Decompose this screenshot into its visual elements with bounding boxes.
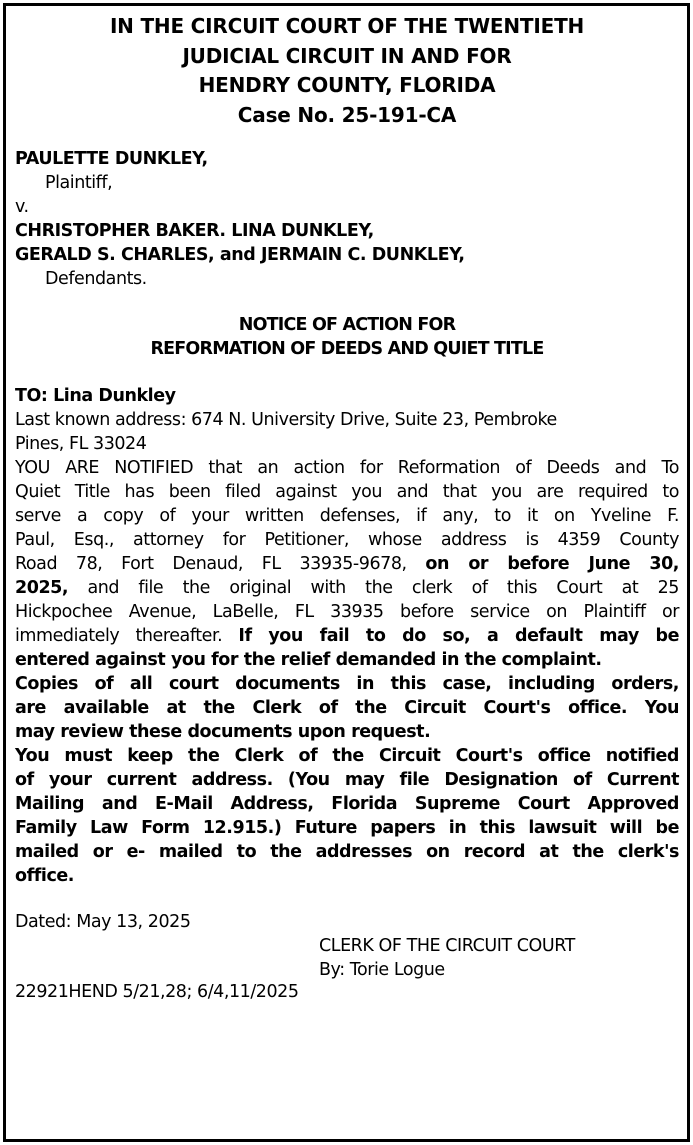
notified-line bbox=[15, 576, 679, 600]
notice-title-line1: NOTICE OF ACTION FOR bbox=[238, 315, 456, 335]
copies-line: may review these documents upon request. bbox=[15, 722, 431, 742]
address-line1: Last known address: 674 N. University Drive, Suite 23, Pembroke bbox=[15, 410, 557, 430]
court-heading-line2: JUDICIAL CIRCUIT IN AND FOR bbox=[182, 43, 512, 68]
recipient-address bbox=[15, 408, 679, 456]
address-notice-line: Mailing and E-Mail Address, Florida Supreme Court Approved bbox=[15, 794, 679, 814]
notified-line: Paul, Esq., attorney for Petitioner, whose address is 4359 County bbox=[15, 530, 679, 550]
notified-line bbox=[15, 552, 679, 576]
file-text: and file the original with the clerk of this Court at 25 bbox=[68, 578, 679, 598]
notified-line: Quiet Title has been filed against you and that you are required to bbox=[15, 482, 679, 502]
publication-reference: 22921HEND 5/21,28; 6/4,11/2025 bbox=[15, 982, 299, 1002]
address-notice-line: office. bbox=[15, 866, 74, 886]
default-warning: If you fail to do so, a default may be bbox=[238, 626, 679, 646]
notice-title-line2: REFORMATION OF DEEDS AND QUIET TITLE bbox=[150, 339, 544, 359]
notified-line: serve a copy of your written defenses, if any, to it on Yveline F. bbox=[15, 506, 679, 526]
court-heading-line3: HENDRY COUNTY, FLORIDA bbox=[198, 73, 496, 97]
case-number: Case No. 25-191-CA bbox=[237, 102, 457, 127]
address-line2: Pines, FL 33024 bbox=[15, 434, 147, 454]
copies-line: are available at the Clerk of the Circuit Court's office. You bbox=[15, 698, 679, 718]
dated-line: Dated: May 13, 2025 bbox=[15, 912, 191, 932]
notice-title bbox=[15, 313, 679, 361]
notified-line: Hickpochee Avenue, LaBelle, FL 33935 before service on Plaintiff or bbox=[15, 602, 679, 622]
defendants-line1: CHRISTOPHER BAKER. LINA DUNKLEY, bbox=[15, 221, 374, 241]
clerk-signature: By: Torie Logue bbox=[319, 960, 445, 980]
address-notice-line: of your current address. (You may file Designation of Current bbox=[15, 770, 679, 790]
clerk-title: CLERK OF THE CIRCUIT COURT bbox=[319, 936, 575, 956]
address-notice-line: Family Law Form 12.915.) Future papers in this lawsuit will be bbox=[15, 818, 679, 838]
deadline-text: on or before June 30, bbox=[425, 554, 679, 574]
immediately-text: immediately thereafter. bbox=[15, 626, 239, 646]
plaintiff-role: Plaintiff, bbox=[45, 173, 113, 193]
road-text: Road 78, Fort Denaud, FL 33935-9678, bbox=[15, 554, 426, 574]
plaintiff-name: PAULETTE DUNKLEY, bbox=[15, 149, 208, 169]
legal-notice bbox=[3, 3, 690, 1142]
recipient-name: TO: Lina Dunkley bbox=[15, 386, 176, 406]
defendants-role: Defendants. bbox=[45, 269, 147, 289]
versus: v. bbox=[15, 197, 29, 217]
notified-paragraph bbox=[15, 456, 679, 672]
court-heading-line1: IN THE CIRCUIT COURT OF THE TWENTIETH bbox=[109, 14, 585, 38]
address-paragraph bbox=[15, 744, 679, 888]
copies-paragraph bbox=[15, 672, 679, 744]
parties-block bbox=[15, 147, 679, 291]
copies-line: Copies of all court documents in this case, including orders, bbox=[15, 674, 679, 694]
defendants-line2: GERALD S. CHARLES, and JERMAIN C. DUNKLEY, bbox=[15, 245, 465, 265]
court-heading bbox=[15, 12, 679, 130]
notified-line: YOU ARE NOTIFIED that an action for Reformation of Deeds and To bbox=[15, 458, 679, 478]
address-notice-line: You must keep the Clerk of the Circuit Court's office notified bbox=[15, 746, 679, 766]
default-warning-line: entered against you for the relief demanded in the complaint. bbox=[15, 650, 602, 670]
notified-line bbox=[15, 624, 679, 648]
address-notice-line: mailed or e- mailed to the addresses on record at the clerk's bbox=[15, 842, 679, 862]
deadline-year: 2025, bbox=[15, 578, 69, 598]
